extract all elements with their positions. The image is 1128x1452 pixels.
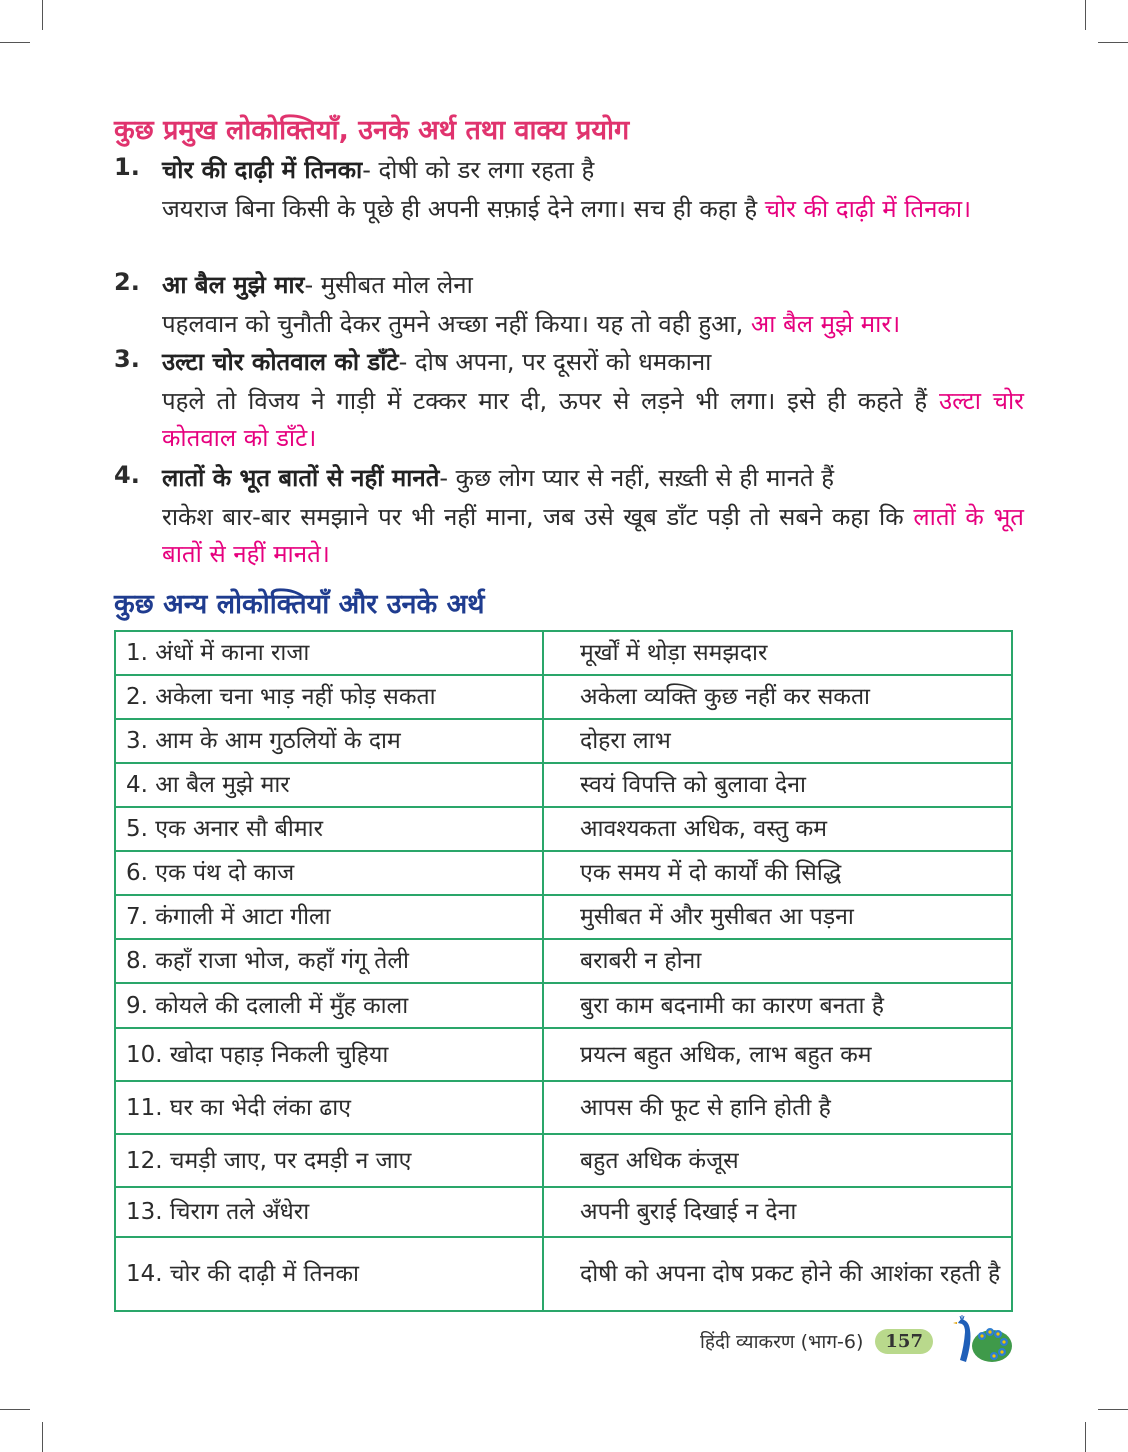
meaning-cell: एक समय में दो कार्यों की सिद्धि: [543, 851, 1012, 895]
example-text: जयराज बिना किसी के पूछे ही अपनी सफ़ाई देने लगा। सच ही कहा है: [162, 195, 765, 223]
proverb-item: [114, 268, 1024, 343]
crop-mark: [1098, 42, 1128, 43]
meaning-cell: आपस की फूट से हानि होती है: [543, 1081, 1012, 1134]
proverb-meaning: - दोष अपना, पर दूसरों को धमकाना: [398, 348, 712, 376]
meaning-cell: मूर्खों में थोड़ा समझदार: [543, 631, 1012, 675]
proverb-title: लातों के भूत बातों से नहीं मानते: [162, 464, 440, 492]
table-row: [115, 1237, 1012, 1311]
table-row: [115, 763, 1012, 807]
highlighted-proverb: चोर की दाढ़ी में तिनका।: [764, 195, 972, 223]
usage-example: [162, 306, 1024, 343]
table-row: [115, 719, 1012, 763]
proverb-meaning: - दोषी को डर लगा रहता है: [362, 156, 595, 184]
item-number: 3.: [114, 345, 140, 373]
example-text: पहले तो विजय ने गाड़ी में टक्कर मार दी, ऊपर से लड़ने भी लगा। इसे ही कहते हैं: [162, 387, 939, 415]
proverb-cell: 6. एक पंथ दो काज: [115, 851, 543, 895]
proverb-item: [114, 461, 1024, 573]
peacock-icon: [952, 1312, 1014, 1368]
table-row: [115, 1028, 1012, 1081]
usage-example: [162, 191, 1024, 228]
table-row: [115, 939, 1012, 983]
proverb-cell: 3. आम के आम गुठलियों के दाम: [115, 719, 543, 763]
table-row: [115, 1187, 1012, 1237]
table-row: [115, 1134, 1012, 1187]
highlighted-proverb: आ बैल मुझे मार।: [750, 310, 901, 338]
proverb-cell: 5. एक अनार सौ बीमार: [115, 807, 543, 851]
crop-mark: [0, 42, 30, 43]
item-number: 1.: [114, 153, 140, 181]
meaning-cell: दोषी को अपना दोष प्रकट होने की आशंका रहती है: [543, 1237, 1012, 1311]
proverb-title: चोर की दाढ़ी में तिनका: [162, 156, 363, 184]
item-number: 4.: [114, 461, 140, 489]
proverb-cell: 4. आ बैल मुझे मार: [115, 763, 543, 807]
crop-mark: [42, 0, 43, 30]
proverbs-table: [114, 630, 1013, 1312]
proverb-cell: 11. घर का भेदी लंका ढाए: [115, 1081, 543, 1134]
proverb-item: [114, 345, 1024, 457]
proverb-item: [114, 153, 1024, 228]
usage-example: [162, 383, 1024, 457]
proverb-cell: 10. खोदा पहाड़ निकली चुहिया: [115, 1028, 543, 1081]
table-row: [115, 983, 1012, 1028]
proverb-meaning: - मुसीबत मोल लेना: [304, 271, 473, 299]
page-number: 157: [875, 1329, 933, 1354]
proverb-meaning: - कुछ लोग प्यार से नहीं, सख़्ती से ही मानते हैं: [439, 464, 834, 492]
table-row: [115, 631, 1012, 675]
highlighted-proverb: लातों के भूत बातों से नहीं मानते।: [162, 503, 1024, 568]
section-heading: कुछ प्रमुख लोकोक्तियाँ, उनके अर्थ तथा वाक्य प्रयोग: [114, 115, 630, 146]
crop-mark: [0, 1409, 30, 1410]
example-text: पहलवान को चुनौती देकर तुमने अच्छा नहीं किया। यह तो वही हुआ,: [162, 310, 751, 338]
table-row: [115, 675, 1012, 719]
highlighted-proverb: उल्टा चोर कोतवाल को डाँटे।: [162, 387, 1024, 452]
meaning-cell: अपनी बुराई दिखाई न देना: [543, 1187, 1012, 1237]
section-heading: कुछ अन्य लोकोक्तियाँ और उनके अर्थ: [114, 589, 485, 620]
usage-example: [162, 499, 1024, 573]
table-row: [115, 895, 1012, 939]
page-footer: [700, 1323, 933, 1359]
crop-mark: [1085, 0, 1086, 30]
proverb-cell: 1. अंधों में काना राजा: [115, 631, 543, 675]
meaning-cell: बराबरी न होना: [543, 939, 1012, 983]
proverb-title: उल्टा चोर कोतवाल को डाँटे: [162, 348, 399, 376]
crop-mark: [42, 1422, 43, 1452]
proverb-cell: 14. चोर की दाढ़ी में तिनका: [115, 1237, 543, 1311]
proverb-title: आ बैल मुझे मार: [162, 271, 305, 299]
proverb-cell: 9. कोयले की दलाली में मुँह काला: [115, 983, 543, 1028]
crop-mark: [1098, 1409, 1128, 1410]
proverb-cell: 7. कंगाली में आटा गीला: [115, 895, 543, 939]
meaning-cell: बहुत अधिक कंजूस: [543, 1134, 1012, 1187]
meaning-cell: अकेला व्यक्ति कुछ नहीं कर सकता: [543, 675, 1012, 719]
proverb-cell: 8. कहाँ राजा भोज, कहाँ गंगू तेली: [115, 939, 543, 983]
meaning-cell: स्वयं विपत्ति को बुलावा देना: [543, 763, 1012, 807]
meaning-cell: आवश्यकता अधिक, वस्तु कम: [543, 807, 1012, 851]
meaning-cell: मुसीबत में और मुसीबत आ पड़ना: [543, 895, 1012, 939]
table-row: [115, 807, 1012, 851]
table-row: [115, 1081, 1012, 1134]
table-row: [115, 851, 1012, 895]
book-title: हिंदी व्याकरण (भाग-6): [700, 1331, 864, 1353]
example-text: राकेश बार-बार समझाने पर भी नहीं माना, जब उसे खूब डाँट पड़ी तो सबने कहा कि: [162, 503, 914, 531]
meaning-cell: बुरा काम बदनामी का कारण बनता है: [543, 983, 1012, 1028]
item-number: 2.: [114, 268, 140, 296]
meaning-cell: दोहरा लाभ: [543, 719, 1012, 763]
proverb-cell: 13. चिराग तले अँधेरा: [115, 1187, 543, 1237]
meaning-cell: प्रयत्न बहुत अधिक, लाभ बहुत कम: [543, 1028, 1012, 1081]
proverb-cell: 12. चमड़ी जाए, पर दमड़ी न जाए: [115, 1134, 543, 1187]
proverb-cell: 2. अकेला चना भाड़ नहीं फोड़ सकता: [115, 675, 543, 719]
crop-mark: [1085, 1422, 1086, 1452]
